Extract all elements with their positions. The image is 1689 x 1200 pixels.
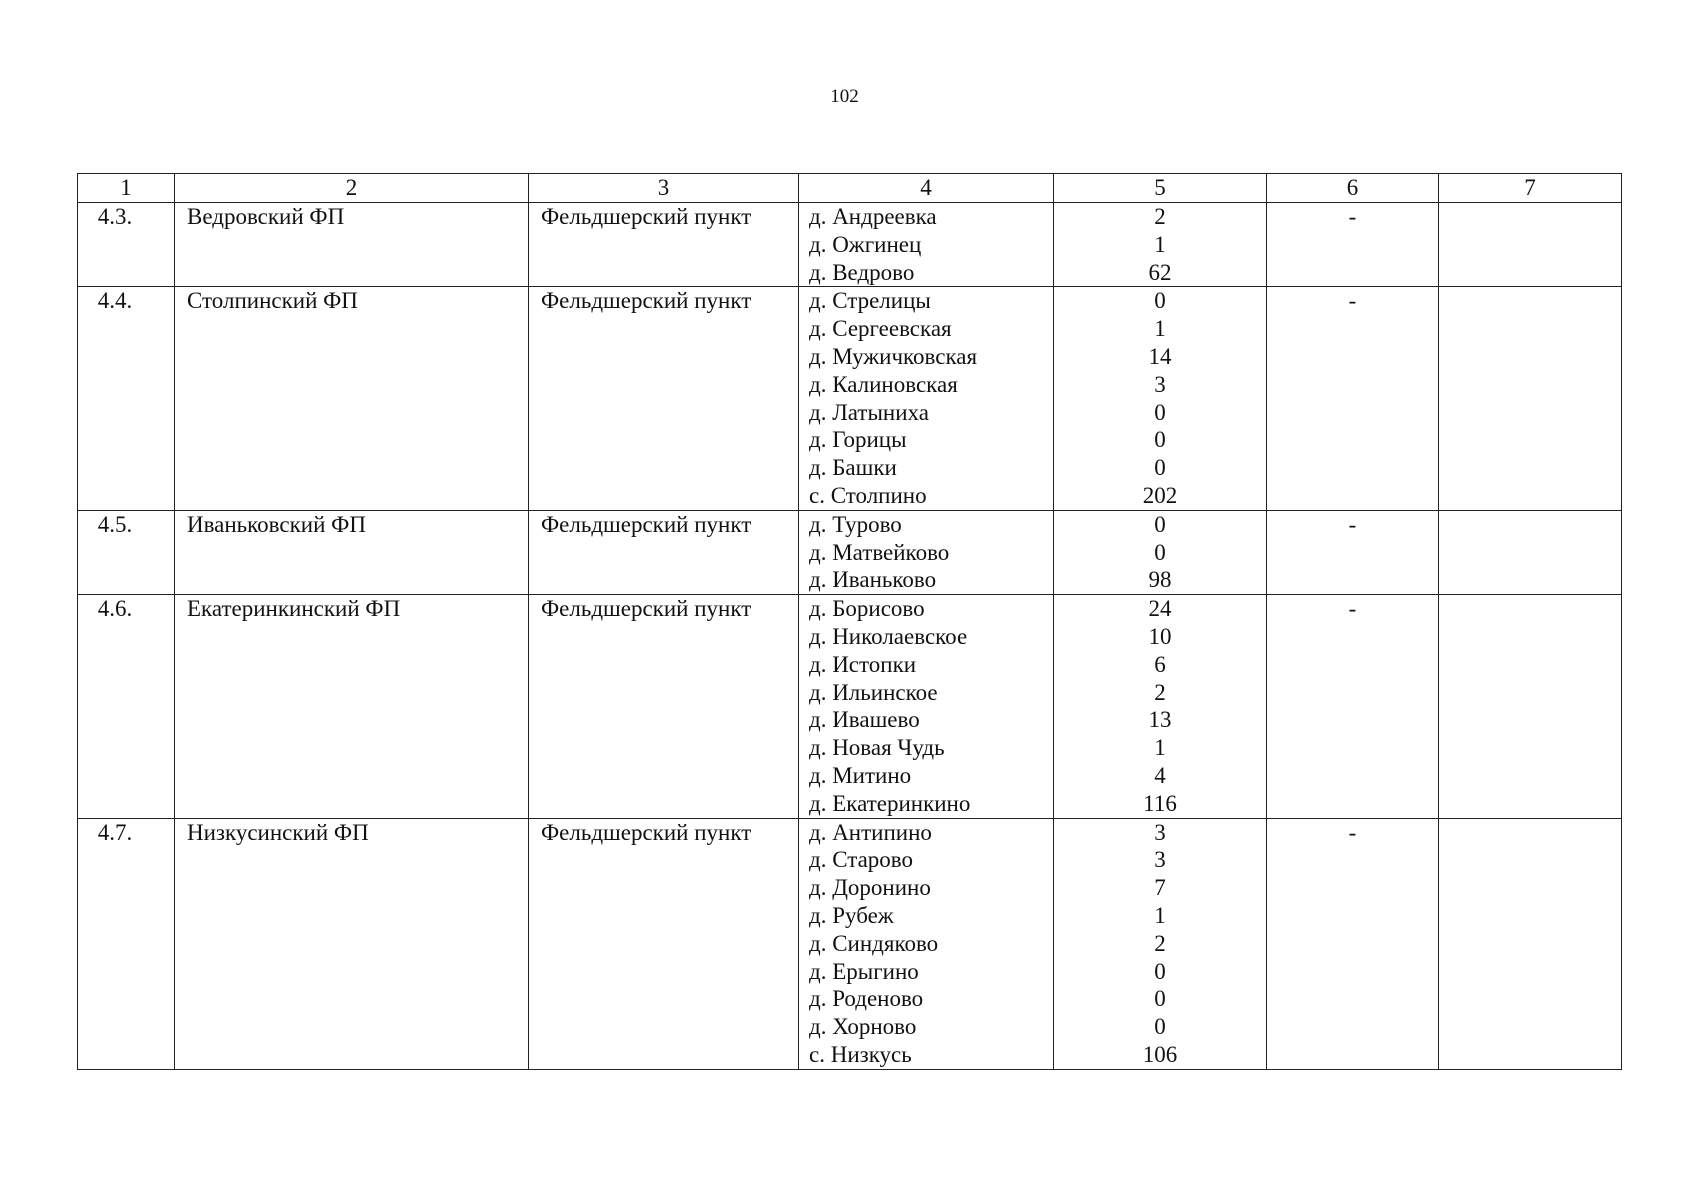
col6-value <box>1267 287 1439 510</box>
settlement-name: д. Борисово <box>809 596 925 622</box>
row-number-text: 4.4. <box>97 288 133 314</box>
settlement-name: д. Сергеевская <box>809 316 952 342</box>
settlement-count: 24 <box>1148 596 1172 622</box>
header-col-1: 1 <box>78 174 175 203</box>
col6-value <box>1267 510 1439 594</box>
col7-value-text <box>1439 203 1621 231</box>
header-col-3: 3 <box>529 174 799 203</box>
facility-name <box>175 818 529 1069</box>
row-number-text: 4.6. <box>97 596 133 622</box>
settlement-count: 7 <box>1154 875 1166 901</box>
settlement-count: 1 <box>1154 231 1166 257</box>
settlement-name: д. Рубеж <box>809 902 894 928</box>
settlement-name: д. Роденово <box>809 986 924 1012</box>
col7-value <box>1439 818 1622 1069</box>
settlement-name: д. Калиновская <box>809 371 958 397</box>
settlement-name: д. Иваньково <box>809 567 937 593</box>
table-row <box>78 818 1622 1069</box>
col6-value <box>1267 595 1439 818</box>
facility-type-text: Фельдшерский пункт <box>541 511 752 537</box>
facility-type-text: Фельдшерский пункт <box>541 819 752 845</box>
settlement-count: 0 <box>1154 399 1166 425</box>
row-number-text: 4.3. <box>97 204 133 229</box>
header-col-4: 4 <box>799 174 1054 203</box>
header-row <box>78 174 1622 203</box>
facility-type-text: Фельдшерский пункт <box>541 288 752 314</box>
col7-value <box>1439 287 1622 510</box>
settlement-name: д. Ведрово <box>809 259 915 285</box>
counts-cell <box>1054 595 1267 818</box>
settlements-cell <box>799 203 1054 287</box>
settlement-count: 0 <box>1154 986 1166 1012</box>
facility-type <box>529 595 799 818</box>
col6-value-text: - <box>1348 288 1357 314</box>
counts-cell <box>1054 510 1267 594</box>
row-number-text: 4.5. <box>97 511 133 537</box>
settlement-count: 3 <box>1154 819 1166 845</box>
settlement-count: 62 <box>1148 259 1172 285</box>
facility-type <box>529 203 799 287</box>
settlement-name: д. Мужичковская <box>809 343 978 369</box>
settlement-name: с. Столпино <box>809 482 927 508</box>
settlement-name: д. Ожгинец <box>809 231 922 257</box>
settlement-count: 2 <box>1154 930 1166 956</box>
settlements-cell <box>799 287 1054 510</box>
settlement-count: 6 <box>1154 651 1166 677</box>
facility-name-text: Ведровский ФП <box>187 204 345 229</box>
settlement-name: д. Башки <box>809 455 897 481</box>
header-col-6: 6 <box>1267 174 1439 203</box>
counts-cell <box>1054 203 1267 287</box>
counts-cell <box>1054 818 1267 1069</box>
settlement-name: д. Ерыгино <box>809 958 919 984</box>
facility-name-text: Столпинский ФП <box>187 288 358 314</box>
settlement-count: 106 <box>1142 1041 1178 1067</box>
col7-value <box>1439 595 1622 818</box>
table-row <box>78 203 1622 287</box>
settlement-name: д. Матвейково <box>809 539 950 565</box>
settlement-count: 1 <box>1154 902 1166 928</box>
table-header <box>78 174 1622 203</box>
table-row <box>78 595 1622 818</box>
settlement-count: 0 <box>1154 539 1166 565</box>
col6-value-text: - <box>1348 819 1357 845</box>
facility-name <box>175 287 529 510</box>
col6-value <box>1267 203 1439 287</box>
settlement-count: 1 <box>1154 735 1166 761</box>
settlement-count: 0 <box>1154 455 1166 481</box>
settlement-name: д. Хорново <box>809 1014 917 1040</box>
settlement-count: 0 <box>1154 1014 1166 1040</box>
facility-type-text: Фельдшерский пункт <box>541 596 752 622</box>
facility-name <box>175 595 529 818</box>
facility-type <box>529 510 799 594</box>
row-number <box>78 287 175 510</box>
col6-value-text: - <box>1348 204 1357 229</box>
facility-name-text: Екатеринкинский ФП <box>187 596 401 622</box>
facilities-table <box>77 173 1622 1070</box>
table-row <box>78 510 1622 594</box>
settlement-count: 2 <box>1154 679 1166 705</box>
settlement-name: д. Николаевское <box>809 623 968 649</box>
settlement-name: д. Стрелицы <box>809 288 931 314</box>
settlement-count: 2 <box>1154 204 1166 229</box>
settlement-count: 10 <box>1148 623 1172 649</box>
row-number <box>78 595 175 818</box>
facility-type <box>529 287 799 510</box>
settlement-name: д. Митино <box>809 762 912 788</box>
settlement-count: 0 <box>1154 288 1166 314</box>
header-col-5: 5 <box>1054 174 1267 203</box>
col7-value-text <box>1439 595 1621 623</box>
col7-value <box>1439 203 1622 287</box>
settlement-name: д. Ивашево <box>809 707 920 733</box>
row-number <box>78 818 175 1069</box>
col7-value-text <box>1439 287 1621 315</box>
facility-name <box>175 510 529 594</box>
facility-name-text: Низкусинский ФП <box>187 819 369 845</box>
col6-value <box>1267 818 1439 1069</box>
settlement-name: д. Турово <box>809 511 902 537</box>
settlement-count: 0 <box>1154 511 1166 537</box>
settlement-count: 116 <box>1143 790 1177 816</box>
settlements-cell <box>799 595 1054 818</box>
page-number: 102 <box>830 86 859 107</box>
settlement-count: 4 <box>1154 762 1166 788</box>
settlements-cell <box>799 818 1054 1069</box>
settlement-name: д. Екатеринкино <box>809 790 971 816</box>
facility-name <box>175 203 529 287</box>
col7-value-text <box>1439 511 1621 539</box>
row-number <box>78 203 175 287</box>
settlement-name: д. Антипино <box>809 819 932 845</box>
settlement-name: д. Ильинское <box>809 679 938 705</box>
settlement-count: 13 <box>1148 707 1172 733</box>
settlement-name: д. Доронино <box>809 875 931 901</box>
settlement-name: д. Новая Чудь <box>809 735 945 761</box>
table-body <box>78 203 1622 1070</box>
col6-value-text: - <box>1348 596 1357 622</box>
settlement-count: 98 <box>1148 567 1172 593</box>
row-number-text: 4.7. <box>97 819 133 845</box>
settlement-name: д. Латыниха <box>809 399 929 425</box>
col6-value-text: - <box>1348 511 1357 537</box>
settlement-name: д. Истопки <box>809 651 917 677</box>
settlement-count: 0 <box>1154 958 1166 984</box>
settlement-count: 14 <box>1148 343 1172 369</box>
settlement-name: д. Андреевка <box>809 204 937 229</box>
settlement-name: д. Горицы <box>809 427 907 453</box>
col7-value-text <box>1439 819 1621 847</box>
facility-name-text: Иваньковский ФП <box>187 511 366 537</box>
col7-value <box>1439 510 1622 594</box>
settlement-count: 202 <box>1142 482 1178 508</box>
counts-cell <box>1054 287 1267 510</box>
row-number <box>78 510 175 594</box>
header-col-7: 7 <box>1439 174 1622 203</box>
settlement-count: 3 <box>1154 847 1166 873</box>
settlement-name: д. Старово <box>809 847 913 873</box>
settlement-count: 0 <box>1154 427 1166 453</box>
settlement-count: 1 <box>1154 316 1166 342</box>
header-col-2: 2 <box>175 174 529 203</box>
facility-type-text: Фельдшерский пункт <box>541 204 752 229</box>
settlement-name: д. Синдяково <box>809 930 939 956</box>
facility-type <box>529 818 799 1069</box>
settlements-cell <box>799 510 1054 594</box>
table-row <box>78 287 1622 510</box>
settlement-count: 3 <box>1154 371 1166 397</box>
settlement-name: с. Низкусь <box>809 1041 912 1067</box>
